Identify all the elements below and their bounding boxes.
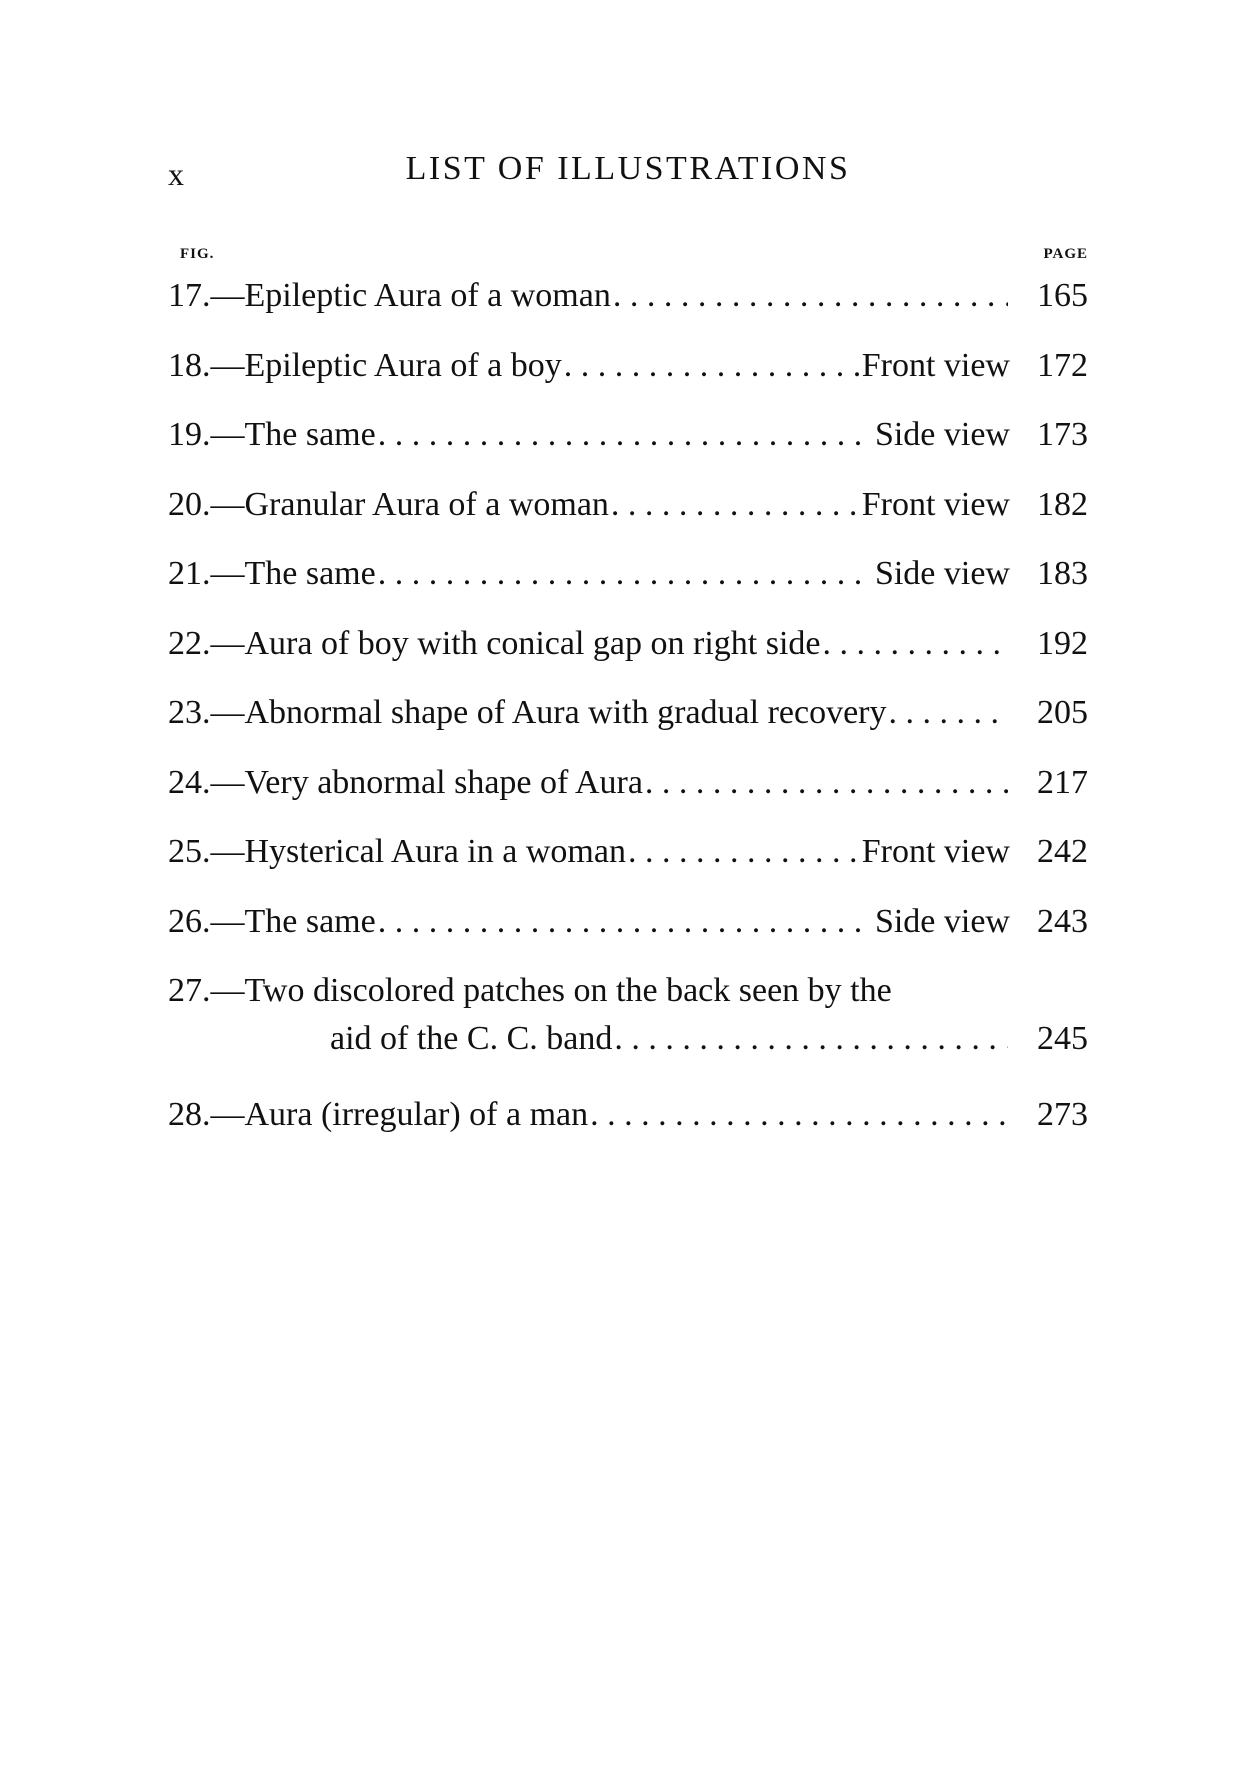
- page-header: [168, 150, 1088, 200]
- page-column-header: PAGE: [1043, 246, 1088, 262]
- list-entry: [168, 550, 1088, 620]
- entry-view: Side view: [874, 416, 1010, 453]
- entry-title-continuation: aid of the C. C. band: [330, 1020, 613, 1057]
- entry-page: 245: [1037, 1020, 1088, 1057]
- entry-view: Front view: [861, 346, 1010, 384]
- entry-title: —Abnormal shape of Aura with gradual recovery: [210, 694, 887, 731]
- dot-leader: [822, 620, 1008, 668]
- entry-page: 273: [1037, 1096, 1088, 1133]
- list-entry: [168, 759, 1088, 829]
- dot-leader: [378, 550, 873, 598]
- entry-number: 22.: [168, 624, 211, 662]
- entry-page: 172: [1037, 346, 1088, 384]
- dot-leader: [889, 689, 1009, 737]
- list-entry: [168, 898, 1088, 968]
- dot-leader: [564, 342, 860, 390]
- entry-title: —Two discolored patches on the back seen by the: [210, 972, 892, 1009]
- list-entry: [168, 967, 1088, 1091]
- entry-title: —Hysterical Aura in a woman: [210, 833, 626, 870]
- entry-title: —Epileptic Aura of a boy: [210, 346, 562, 384]
- entry-page: 243: [1037, 902, 1088, 940]
- entry-title: —Aura of boy with conical gap on right side: [210, 624, 821, 662]
- entry-title: —The same: [210, 416, 376, 453]
- entry-number: 26.: [168, 902, 211, 940]
- dot-leader: [613, 272, 1008, 320]
- illustrations-list: [168, 272, 1088, 1161]
- entry-view: Front view: [861, 485, 1010, 523]
- list-entry: [168, 411, 1088, 481]
- entry-title: —Granular Aura of a woman: [210, 485, 609, 523]
- entry-title: —The same: [210, 555, 376, 592]
- entry-page: 205: [1037, 694, 1088, 731]
- entry-view: Side view: [874, 555, 1010, 592]
- dot-leader: [645, 759, 1008, 807]
- dot-leader: [614, 1015, 1008, 1063]
- entry-title: —The same: [210, 902, 376, 940]
- entry-number: 18.: [168, 346, 211, 384]
- entry-number: 21.: [168, 555, 211, 592]
- entry-view: Side view: [874, 902, 1010, 940]
- list-entry: [168, 828, 1088, 898]
- list-entry: [168, 481, 1088, 551]
- dot-leader: [611, 481, 860, 529]
- entry-number: 24.: [168, 763, 211, 801]
- dot-leader: [628, 828, 860, 876]
- entry-title: —Very abnormal shape of Aura: [210, 763, 643, 801]
- dot-leader: [378, 898, 873, 946]
- entry-number: 28.: [168, 1096, 211, 1133]
- column-headers: [168, 246, 1088, 266]
- entry-number: 23.: [168, 694, 211, 731]
- entry-number: 19.: [168, 416, 211, 453]
- entry-page: 173: [1037, 416, 1088, 453]
- entry-number: 20.: [168, 485, 211, 523]
- list-entry: [168, 1091, 1088, 1161]
- entry-page: 217: [1037, 763, 1088, 801]
- entry-title: —Aura (irregular) of a man: [210, 1096, 589, 1133]
- page-number: x: [168, 156, 184, 192]
- running-title: LIST OF ILLUSTRATIONS: [405, 150, 851, 187]
- entry-page: 192: [1037, 624, 1088, 662]
- list-entry: [168, 620, 1088, 690]
- list-entry: [168, 272, 1088, 342]
- entry-page: 242: [1037, 833, 1088, 870]
- list-entry: [168, 689, 1088, 759]
- entry-title: —Epileptic Aura of a woman: [210, 277, 611, 314]
- list-entry: [168, 342, 1088, 412]
- entry-page: 183: [1037, 555, 1088, 592]
- entry-page: 165: [1037, 277, 1088, 314]
- entry-number: 25.: [168, 833, 211, 870]
- entry-number: 27.: [168, 972, 211, 1009]
- entry-page: 182: [1037, 485, 1088, 523]
- entry-number: 17.: [168, 277, 211, 314]
- fig-column-header: FIG.: [180, 246, 215, 262]
- dot-leader: [590, 1091, 1008, 1139]
- dot-leader: [378, 411, 873, 459]
- entry-view: Front view: [861, 833, 1010, 870]
